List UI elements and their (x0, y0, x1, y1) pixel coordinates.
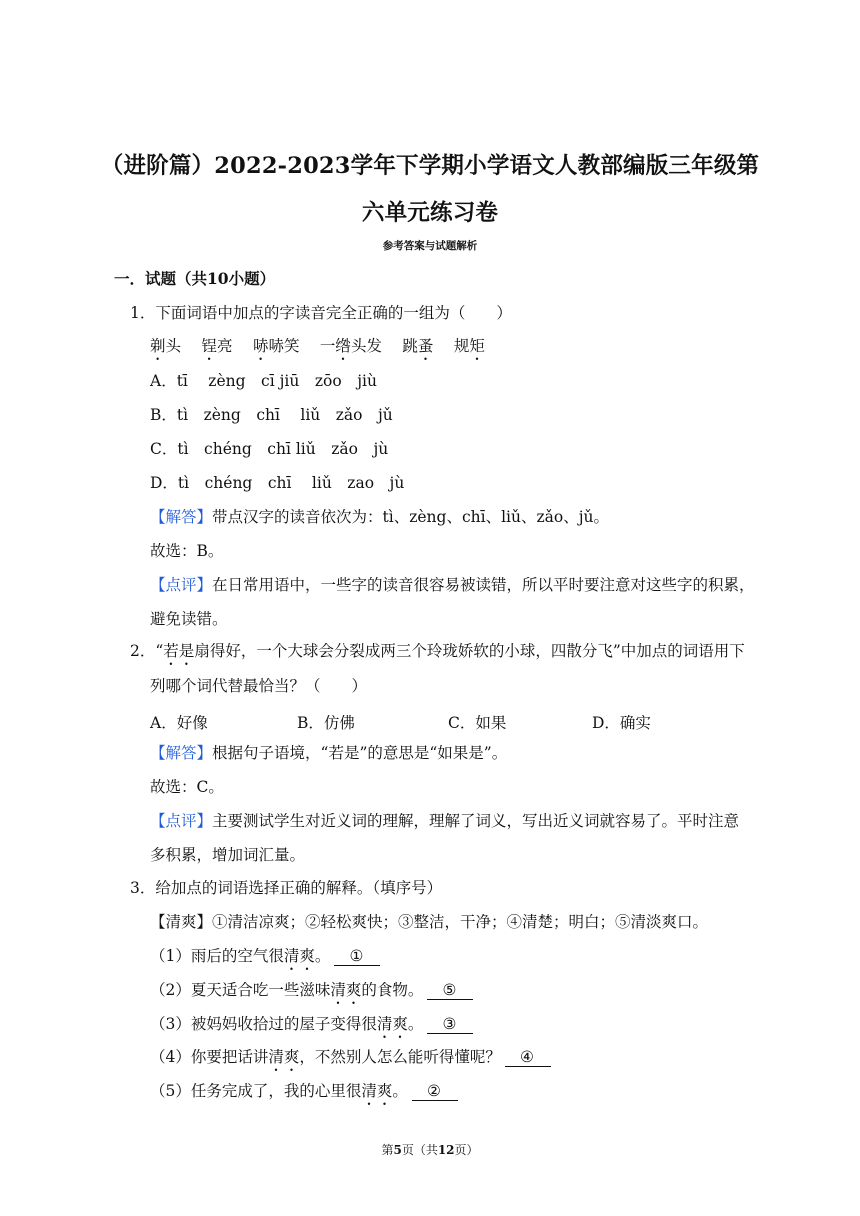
page-footer: 第5页（共12页） (381, 1143, 479, 1157)
q2-choice: 故选：C。 (150, 778, 224, 796)
comment-tag: 【点评】 (150, 576, 213, 594)
q1-word: 跳蚤 (402, 337, 434, 355)
q2-option-b: B．仿佛 (297, 714, 355, 732)
q1-word: 剃头 (150, 337, 182, 355)
q1-comment-cont: 避免读错。 (150, 610, 228, 628)
q3-item-3: （3）被妈妈收拾过的屋子变得很清爽。 ③ (150, 1014, 473, 1042)
q3-item-1: （1）雨后的空气很清爽。 ① (150, 946, 380, 974)
q1-word: 锃亮 (201, 337, 233, 355)
answer-blank: ④ (505, 1048, 551, 1067)
q2-comment-cont: 多积累，增加词汇量。 (150, 846, 306, 864)
q1-option-a: A．tī zèng cī jiū zōo jiù (150, 372, 377, 390)
q1-answer: 【解答】带点汉字的读音依次为：tì、zèng、chī、liǔ、zǎo、jǔ。 (150, 508, 609, 526)
q3-item-2: （2）夏天适合吃一些滋味清爽的食物。 ⑤ (150, 980, 473, 1008)
answer-tag: 【解答】 (150, 744, 213, 762)
q3-item-5: （5）任务完成了，我的心里很清爽。 ② (150, 1081, 458, 1109)
q1-word: 一绺头发 (319, 337, 382, 355)
q1-choice: 故选：B。 (150, 542, 224, 560)
comment-tag: 【点评】 (150, 812, 213, 830)
q2-comment: 【点评】主要测试学生对近义词的理解，理解了词义，写出近义词就容易了。平时注意 (150, 812, 740, 830)
q1-option-d: D．tì chéng chī liǔ zao jù (150, 474, 405, 492)
q3-definition: 【清爽】①清洁凉爽；②轻松爽快；③整洁，干净；④清楚；明白；⑤清淡爽口。 (150, 913, 709, 931)
q2-answer: 【解答】根据句子语境，“若是”的意思是“如果是”。 (150, 744, 508, 762)
subtitle: 参考答案与试题解析 (382, 240, 478, 252)
answer-tag: 【解答】 (150, 508, 213, 526)
q1-stem: 1．下面词语中加点的字读音完全正确的一组为（ ） (130, 304, 512, 322)
q1-comment: 【点评】在日常用语中，一些字的读音很容易被读错，所以平时要注意对这些字的积累， (150, 576, 755, 594)
q1-option-b: B．tì zèng chī liǔ zǎo jǔ (150, 406, 393, 424)
answer-blank: ② (412, 1082, 458, 1101)
q2-option-a: A．好像 (150, 714, 208, 732)
title-line-2: 六单元练习卷 (361, 200, 499, 226)
q2-stem-cont: 列哪个词代替最恰当？（ ） (150, 677, 368, 695)
q2-option-d: D．确实 (592, 714, 651, 732)
section-heading: 一．试题（共10小题） (114, 269, 276, 288)
answer-blank: ⑤ (427, 981, 473, 1000)
q3-item-4: （4）你要把话讲清爽，不然别人怎么能听得懂呢？ ④ (150, 1047, 551, 1075)
q1-option-c: C．tì chéng chī liǔ zǎo jù (150, 440, 389, 458)
q1-word: 哧哧笑 (252, 337, 300, 355)
q3-stem: 3．给加点的词语选择正确的解释。（填序号） (130, 879, 443, 897)
answer-blank: ③ (427, 1015, 473, 1034)
q2-option-c: C．如果 (448, 714, 507, 732)
answer-blank: ① (334, 947, 380, 966)
q1-word: 规矩 (453, 337, 485, 355)
q2-stem: 2．“若是扇得好，一个大球会分裂成两三个玲珑娇软的小球，四散分飞”中加点的词语用下 (130, 642, 745, 660)
q1-words (150, 336, 485, 364)
title-line-1: （进阶篇）2022-2023学年下学期小学语文人教部编版三年级第 (100, 153, 760, 179)
